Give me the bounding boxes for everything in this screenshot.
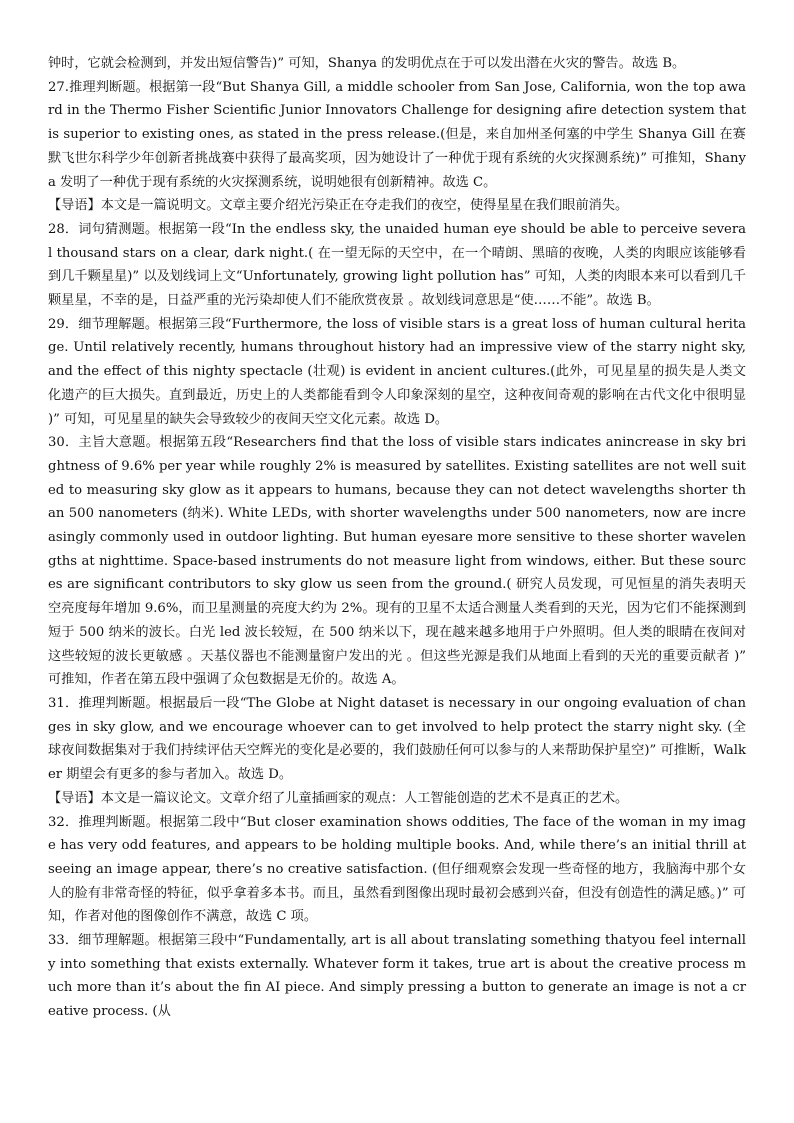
paragraph-q33: 33．细节理解题。根据第三段中“Fundamentally, art is all about translating something thatyou feel internally into something that exists externally. Whatever form it takes, true art is about the creative process much more than it’s about the fin AI piece. And simply pressing a button to generate an image is not a creative process. (从 <box>48 933 746 1020</box>
paragraph-q28: 28．词句猜测题。根据第一段“In the endless sky, the unaided human eye should be able to perceive several thousand stars on a clear, dark night.( 在一望无际的天空中，在一个晴朗、黑暗的夜晚，人类的肉眼应该能够看到几千颗星星)” 以及划线词上文“Unfortunately, growing light pollution has” 可知，人类的肉眼本来可以看到几千颗星星，不幸的是，日益严重的光污染却使人们不能欣赏夜景 。故划线词意思是“使……不能”。故选 B。 <box>48 221 746 309</box>
intro-passage-light-pollution: 【导语】本文是一篇说明文。文章主要介绍光污染正在夺走我们的夜空，使得星星在我们眼前消失。 <box>48 198 629 214</box>
paragraph-q26-end: 钟时，它就会检测到，并发出短信警告)” 可知，Shanya 的发明优点在于可以发出潜在火灾的警告。故选 B。 <box>48 56 686 71</box>
paragraph-q32: 32．推理判断题。根据第二段中“But closer examination shows oddities, The face of the woman in my image has very odd features, and appears to be holding multiple books. And, while there’s an initial thrill at seeing an image appear, there’s no creative satisfaction. (但仔细观察会发现一些奇怪的地方，我脑海中那个女人的脸有非常奇怪的特征，似乎拿着多本书。而且，虽然看到图像出现时最初会感到兴奋，但没有创造性的满足感。)” 可知，作者对他的图像创作不满意，故选 C 项。 <box>48 814 746 925</box>
paragraph-q29: 29．细节理解题。根据第三段“Furthermore, the loss of visible stars is a great loss of human cultural heritage. Until relatively recently, humans throughout history had an impressive view of the starry night sky, and the effect of this nighty spectacle (壮观) is evident in ancient cultures.(此外，可见星星的损失是人类文化遗产的巨大损失。直到最近，历史上的人类都能看到令人印象深刻的星空，这种夜间奇观的影响在古代文化中很明显 )” 可知，可见星星的缺失会导致较少的夜间天空文化元素。故选 D。 <box>48 316 746 427</box>
paragraph-q31: 31．推理判断题。根据最后一段“The Globe at Night dataset is necessary in our ongoing evaluation of changes in sky glow, and we encourage whoever can to get involved to help protect the starry night sky. (全球夜间数据集对于我们持续评估天空辉光的变化是必要的，我们鼓励任何可以参与的人来帮助保护星空)” 可推断，Walker 期望会有更多的参与者加入。故选 D。 <box>48 695 746 783</box>
intro-passage-ai-art: 【导语】本文是一篇议论文。文章介绍了儿童插画家的观点：人工智能创造的艺术不是真正的艺术。 <box>48 790 629 806</box>
paragraph-q27: 27.推理判断题。根据第一段“But Shanya Gill, a middle schooler from San Jose, California, won the top award in the Thermo Fisher Scientific Junior Innovators Challenge for designing afire detection system that is superior to existing ones, as stated in the press release.(但是，来自加州圣何塞的中学生 Shanya Gill 在赛默飞世尔科学少年创新者挑战赛中获得了最高奖项，因为她设计了一种优于现有系统的火灾探测系统)” 可推知，Shanya 发明了一种优于现有系统的火灾探测系统，说明她很有创新精神。故选 C。 <box>48 79 746 190</box>
paragraph-q30: 30．主旨大意题。根据第五段“Researchers find that the loss of visible stars indicates anincrease in sky brightness of 9.6% per year while roughly 2% is measured by satellites. Existing satellites are not well suited to measuring sky glow as it appears to humans, because they can not detect wavelengths shorter than 500 nanometers (纳米). White LEDs, with shorter wavelengths under 500 nanometers, now are increasingly commonly used in outdoor lighting. But human eyesare more sensitive to these shorter wavelengths at nighttime. Space-based instruments do not measure light from windows, either. But these sources are significant contributors to sky glow us seen from the ground.( 研究人员发现，可见恒星的消失表明天空亮度每年增加 9.6%，而卫星测量的亮度大约为 2%。现有的卫星不太适合测量人类看到的天光，因为它们不能探测到短于 500 纳米的波长。白光 led 波长较短，在 500 纳米以下，现在越来越多地用于户外照明。但人类的眼睛在夜间对这些较短的波长更敏感 。天基仪器也不能测量窗户发出的光 。但这些光源是我们从地面上看到的天光的重要贡献者 )” 可推知，作者在第五段中强调了众包数据是无价的。故选 A。 <box>48 435 746 688</box>
